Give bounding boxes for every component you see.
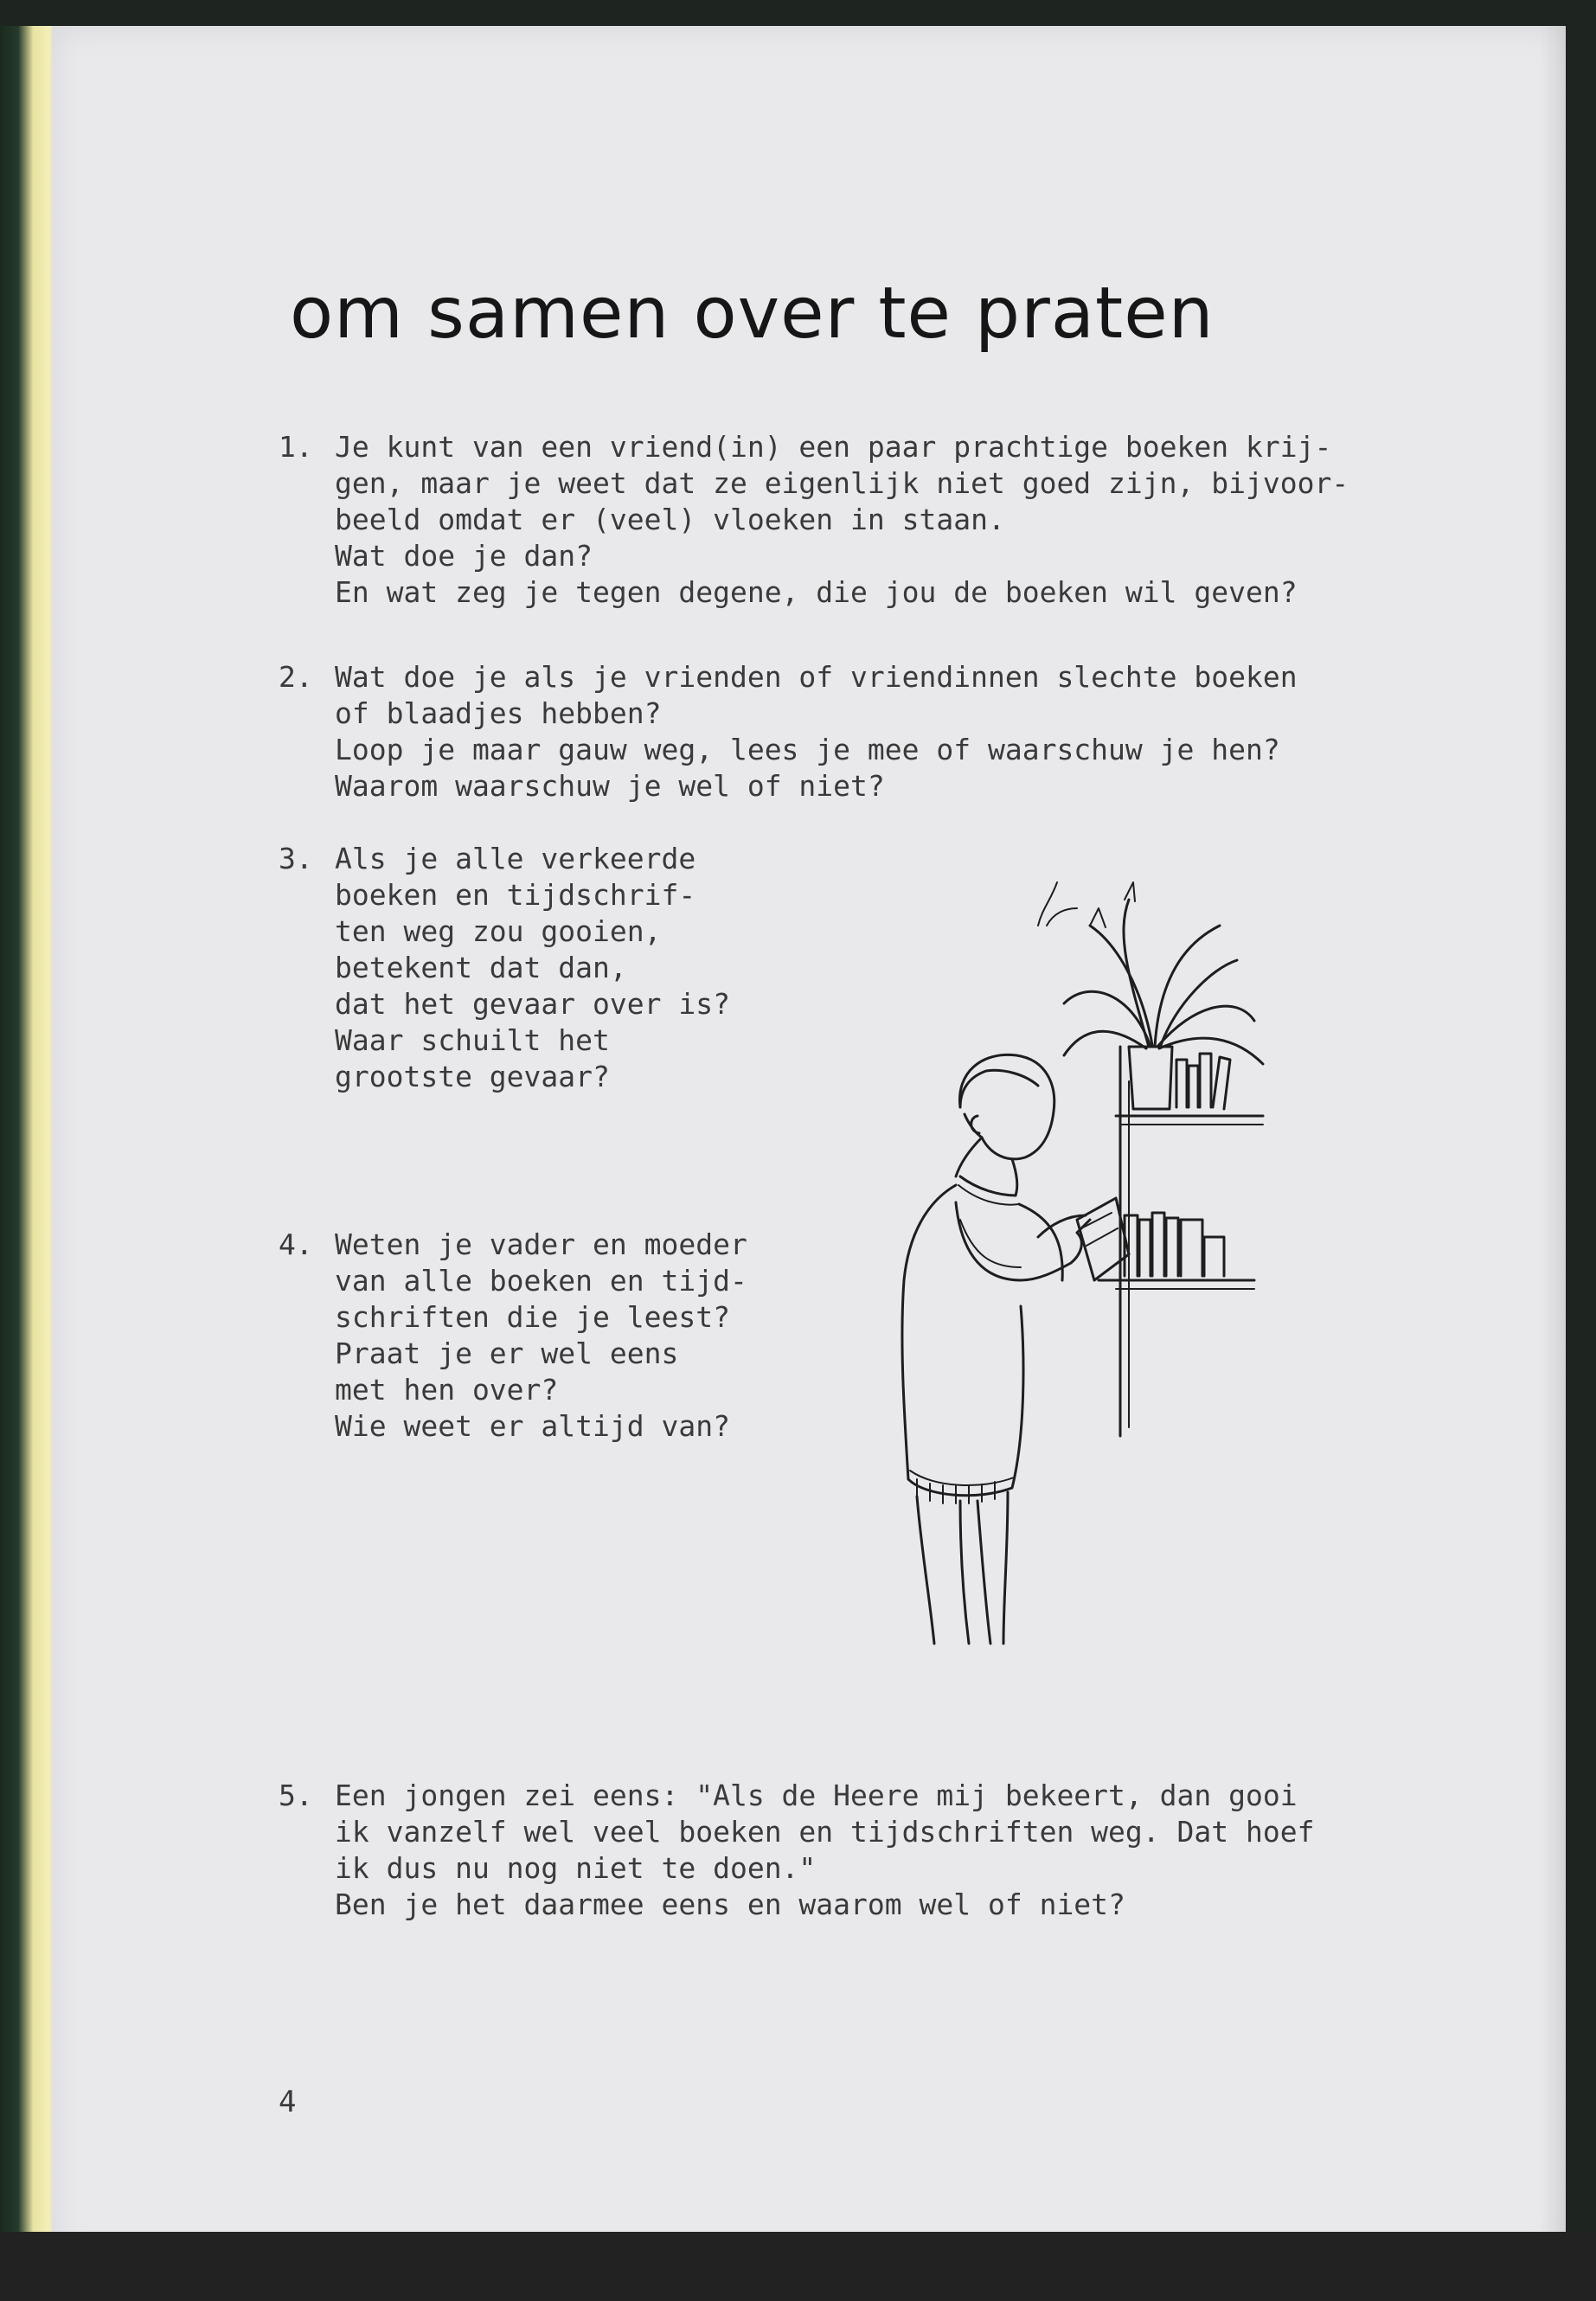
question-line: Loop je maar gauw weg, lees je mee of waarschuw je hen?	[335, 733, 1280, 766]
question-line: van alle boeken en tijd-	[335, 1264, 747, 1298]
question-text	[335, 841, 798, 1095]
question-line: ik vanzelf wel veel boeken en tijdschriften weg. Dat hoef	[335, 1815, 1315, 1849]
question-number: 1.	[279, 430, 313, 464]
question-line: schriften die je leest?	[335, 1300, 730, 1334]
question-4	[279, 1227, 832, 1445]
question-line: dat het gevaar over is?	[335, 987, 730, 1021]
question-line: Een jongen zei eens: "Als de Heere mij bekeert, dan gooi	[335, 1779, 1298, 1812]
question-line: Ben je het daarmee eens en waarom wel of niet?	[335, 1888, 1125, 1921]
question-line: betekent dat dan,	[335, 951, 627, 984]
question-line: Praat je er wel eens	[335, 1336, 679, 1370]
page-title: om samen over te praten	[290, 272, 1215, 355]
question-1	[279, 429, 1446, 611]
page-right-shadow	[1540, 26, 1566, 2258]
question-line: Je kunt van een vriend(in) een paar prachtige boeken krij-	[335, 430, 1332, 464]
question-text	[335, 1227, 832, 1445]
question-line: ik dus nu nog niet te doen."	[335, 1851, 817, 1885]
question-number: 3.	[279, 842, 313, 875]
page-number: 4	[279, 2085, 297, 2119]
question-line: Waarom waarschuw je wel of niet?	[335, 769, 885, 803]
boy-reading-at-bookshelf-illustration	[830, 874, 1315, 1652]
question-line: Weten je vader en moeder	[335, 1227, 747, 1261]
question-number: 4.	[279, 1227, 313, 1261]
question-line: Wat doe je als je vrienden of vriendinnen slechte boeken	[335, 660, 1298, 694]
scan-bottom-border	[0, 2232, 1596, 2301]
question-3	[279, 841, 798, 1095]
question-text	[335, 1778, 1446, 1923]
question-line: of blaadjes hebben?	[335, 696, 662, 730]
question-text	[335, 429, 1446, 611]
question-number: 2.	[279, 660, 313, 694]
question-line: grootste gevaar?	[335, 1060, 610, 1093]
question-2	[279, 659, 1446, 804]
question-line: ten weg zou gooien,	[335, 914, 662, 948]
question-line: boeken en tijdschrif-	[335, 878, 696, 912]
question-line: Waar schuilt het	[335, 1023, 610, 1057]
question-line: met hen over?	[335, 1373, 559, 1407]
question-text	[335, 659, 1446, 804]
question-line: Wie weet er altijd van?	[335, 1409, 730, 1443]
question-line: Wat doe je dan?	[335, 539, 593, 573]
page	[52, 26, 1566, 2258]
question-number: 5.	[279, 1779, 313, 1812]
question-line: gen, maar je weet dat ze eigenlijk niet goed zijn, bijvoor-	[335, 466, 1349, 500]
question-line: En wat zeg je tegen degene, die jou de boeken wil geven?	[335, 575, 1298, 609]
question-line: Als je alle verkeerde	[335, 842, 696, 875]
question-line: beeld omdat er (veel) vloeken in staan.	[335, 503, 1005, 536]
question-5	[279, 1778, 1446, 1923]
